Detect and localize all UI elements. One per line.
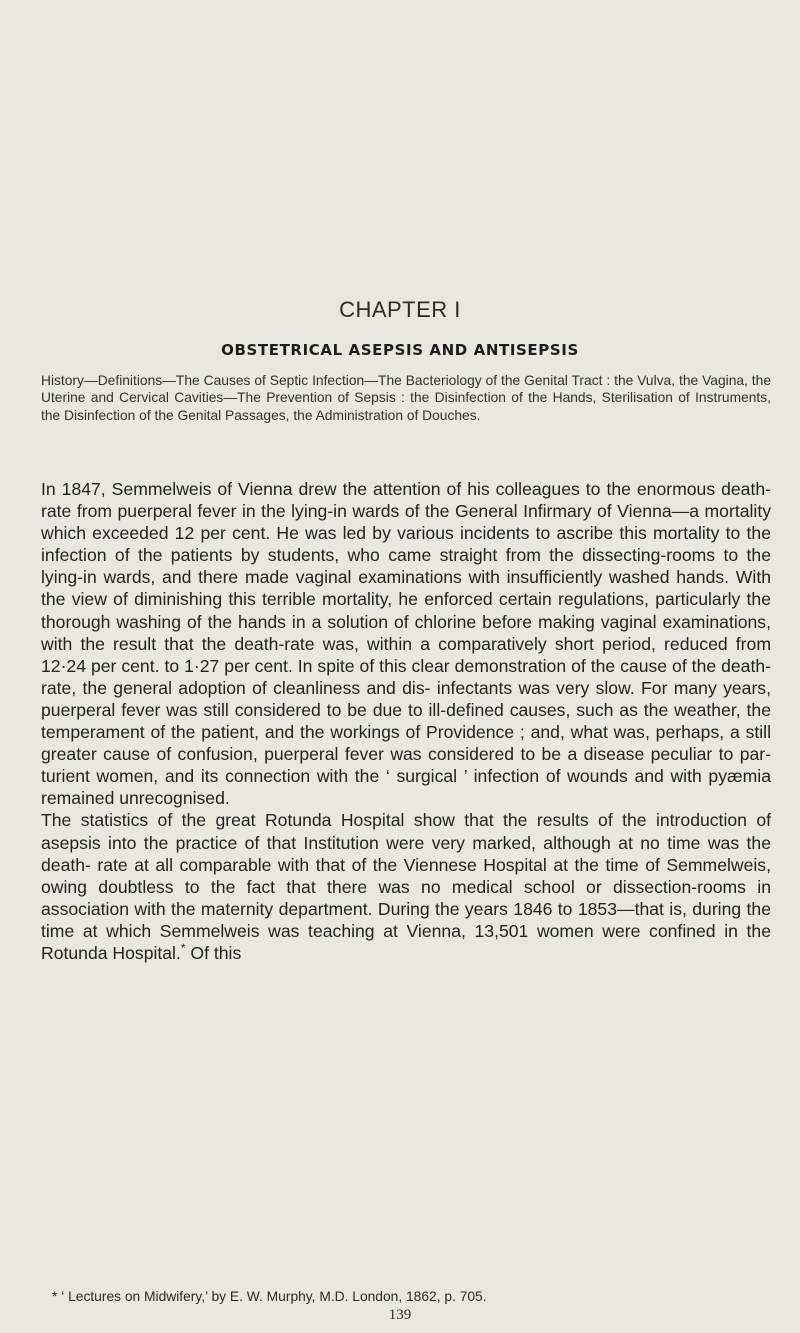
paragraph-2 — [41, 809, 771, 964]
paragraph-2-text: The statistics of the great Rotunda Hospital show that the results of the introduction of asepsis into the practice of that Institution were very marked, although at no time was the death- rate at all comparable with that of the Viennese Hospital at the time of Semmelweis, owing doubtless to the fact that there was no medical school or dissection-rooms in association with the maternity department. During the years 1846 to 1853—that is, during the time at which Semmelweis was teaching at Vienna, 13,501 women were confined in the Rotunda Hospital. — [41, 810, 771, 963]
paragraph-1 — [41, 478, 771, 809]
body-text — [41, 478, 771, 964]
paragraph-1-text: In 1847, Semmelweis of Vienna drew the attention of his colleagues to the enormous death-rate from puerperal fever in the lying-in wards of the General Infirmary of Vienna—a mortality which exceeded 12 per cent. He was led by various incidents to ascribe this mortality to the infection of the patients by students, who came straight from the dissecting-rooms to the lying-in wards, and there made vaginal examinations with insufficiently washed hands. With the view of diminishing this terrible mortality, he enforced certain regulations, particularly the thorough washing of the hands in a solution of chlorine before making vaginal examinations, with the result that the death-rate was, within a comparatively short period, reduced from 12·24 per cent. to 1·27 per cent. In spite of this clear demonstration of the cause of the death-rate, the general adoption of cleanliness and dis- infectants was very slow. For many years, puerperal fever was still considered to be due to ill-defined causes, such as the weather, the temperament of the patient, and the workings of Providence ; and, what was, perhaps, a still greater cause of confusion, puerperal fever was considered to be a disease peculiar to par- turient women, and its connection with the ‘ surgical ’ infection of wounds and with pyæmia remained unrecognised. — [41, 479, 771, 809]
chapter-synopsis — [41, 372, 771, 424]
footnote: * ‘ Lectures on Midwifery,’ by E. W. Murphy, M.D. London, 1862, p. 705. — [52, 1289, 487, 1304]
page-number: 139 — [388, 1307, 412, 1323]
footnote-marker: * — [180, 941, 186, 956]
synopsis-text: History—Definitions—The Causes of Septic Infection—The Bacteriology of the Genital Tract : the Vulva, the Vagina, the Uterine and Cervical Cavities—The Prevention of Sepsis : the Disinfection of the Hands, Sterilisation of Instruments, the Disinfection of the Genital Passages, the Administration of Douches. — [41, 373, 771, 423]
paragraph-2-tail: Of this — [185, 942, 242, 963]
chapter-heading: CHAPTER I — [339, 297, 461, 322]
chapter-title: OBSTETRICAL ASEPSIS AND ANTISEPSIS — [221, 341, 579, 359]
